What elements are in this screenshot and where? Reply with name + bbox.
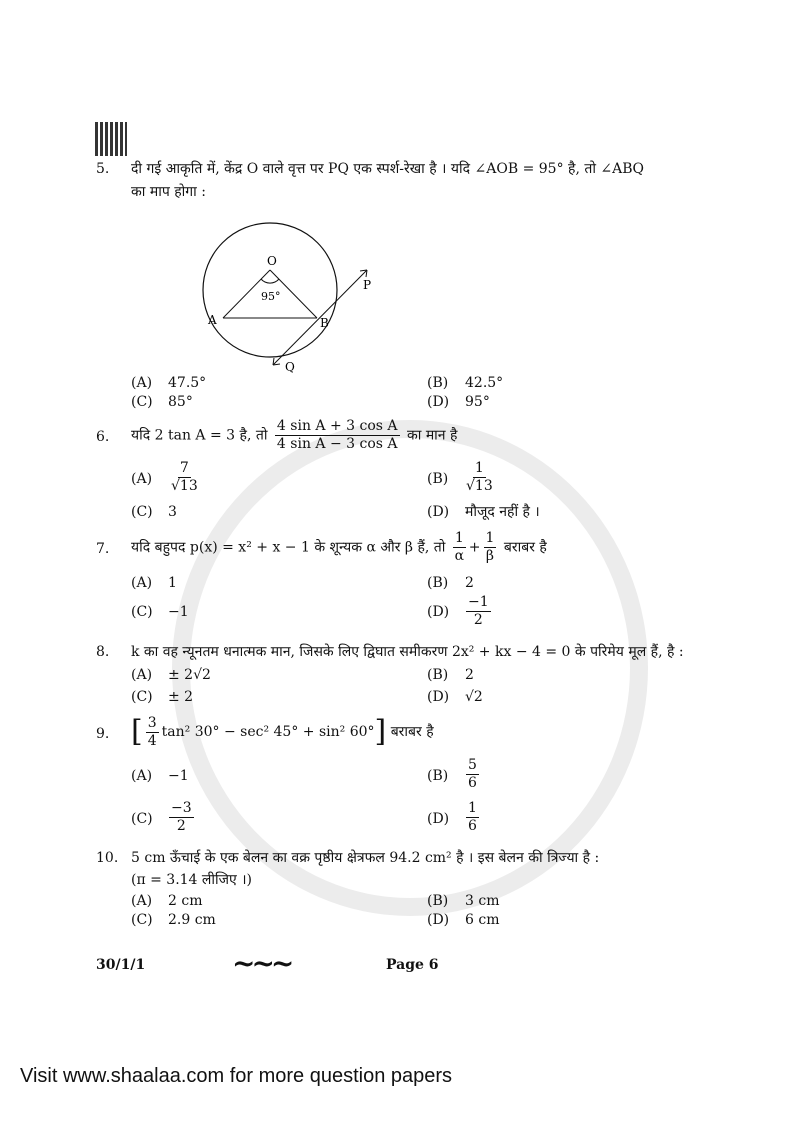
right-bracket: ]	[374, 714, 387, 749]
denominator: 6	[468, 818, 477, 834]
q5-text: दी गई आकृति में, केंद्र O वाले वृत्त पर PQ एक स्पर्श-रेखा है । यदि ∠AOB = 95° है, तो ∠ABQ	[131, 161, 645, 177]
q9-option-b	[463, 757, 482, 792]
option-label: (B)	[427, 893, 449, 909]
label-o: O	[267, 254, 277, 268]
label-angle: 95°	[261, 290, 281, 303]
numerator: 1	[454, 530, 464, 546]
q5-text-2: का माप होगा :	[131, 184, 206, 200]
option-label: (C)	[131, 604, 153, 620]
visit-link[interactable]: Visit www.shaalaa.com for more question papers	[20, 1065, 453, 1087]
denominator: 2	[176, 818, 186, 834]
q5-number: 5.	[96, 161, 110, 177]
option-label: (D)	[427, 394, 450, 410]
option-label: (D)	[427, 504, 450, 520]
q8-number: 8.	[96, 644, 110, 660]
q7-text	[131, 530, 547, 565]
q9-option-c	[166, 800, 197, 835]
numerator: −3	[171, 800, 192, 816]
qr-code-icon	[95, 122, 127, 156]
q10-text: 5 cm ऊँचाई के एक बेलन का वक्र पृष्ठीय क्षेत्रफल 94.2 cm² है । इस बेलन की त्रिज्या है :	[131, 850, 600, 866]
numerator: 7	[179, 460, 189, 476]
option-label: (B)	[427, 667, 449, 683]
q10-option-d: 6 cm	[465, 912, 500, 928]
q8-option-c: ± 2	[168, 689, 194, 705]
q8-text: k का वह न्यूनतम धनात्मक मान, जिसके लिए द्विघात समीकरण 2x² + kx − 4 = 0 के परिमेय मूल हैं, है :	[131, 644, 684, 660]
option-label: (C)	[131, 811, 153, 827]
paper-code: 30/1/1	[96, 957, 146, 973]
q8-option-d: √2	[465, 689, 483, 705]
q10-option-a: 2 cm	[168, 893, 203, 909]
page-number: Page 6	[386, 957, 439, 973]
numerator: 4 sin A + 3 cos A	[276, 418, 398, 434]
q9-number: 9.	[96, 726, 110, 742]
denominator: 6	[468, 775, 477, 791]
q6-option-b	[463, 460, 496, 495]
option-label: (B)	[427, 471, 449, 487]
option-label: (B)	[427, 375, 449, 391]
option-label: (C)	[131, 689, 153, 705]
numerator: 5	[468, 757, 477, 773]
q5-option-b: 42.5°	[465, 375, 504, 391]
wave-decoration: ~~~	[232, 947, 291, 980]
option-label: (D)	[427, 604, 450, 620]
label-q: Q	[285, 360, 295, 374]
q6-option-a	[168, 460, 201, 495]
watermark-circle	[172, 420, 648, 916]
option-label: (C)	[131, 394, 153, 410]
q10-option-c: 2.9 cm	[168, 912, 216, 928]
q9-text	[131, 714, 434, 750]
option-label: (D)	[427, 912, 450, 928]
denominator: 4 sin A − 3 cos A	[276, 436, 398, 452]
q7-option-a: 1	[168, 575, 177, 591]
q6-number: 6.	[96, 429, 110, 445]
q9-expression: tan² 30° − sec² 45° + sin² 60°	[161, 724, 375, 740]
q8-option-b: 2	[465, 667, 474, 683]
denominator: 4	[147, 732, 157, 749]
q9-option-a: −1	[168, 768, 189, 784]
option-label: (A)	[131, 893, 153, 909]
q7-option-c: −1	[168, 604, 189, 620]
plus: +	[468, 539, 481, 556]
q7-option-b: 2	[465, 575, 474, 591]
label-p: P	[363, 278, 372, 292]
q6-pre: यदि 2 tan A = 3 है, तो	[131, 427, 268, 444]
denominator: 2	[473, 612, 483, 628]
option-label: (D)	[427, 811, 450, 827]
numerator: 1	[468, 800, 477, 816]
q6-option-d: मौजूद नहीं है ।	[465, 504, 540, 520]
numerator: 1	[485, 530, 495, 546]
option-label: (A)	[131, 768, 153, 784]
option-label: (C)	[131, 504, 153, 520]
denominator: √13	[466, 478, 493, 494]
option-label: (C)	[131, 912, 153, 928]
option-label: (B)	[427, 575, 449, 591]
numerator: −1	[468, 594, 489, 610]
q5-option-c: 85°	[168, 394, 193, 410]
q10-text-2: (π = 3.14 लीजिए ।)	[131, 872, 253, 888]
q5-option-d: 95°	[465, 394, 490, 410]
option-label: (A)	[131, 471, 153, 487]
q9-option-d	[463, 800, 482, 835]
denominator: √13	[171, 478, 198, 494]
q7-pre: यदि बहुपद p(x) = x² + x − 1 के शून्यक α और β हैं, तो	[131, 539, 446, 556]
q10-number: 10.	[96, 850, 119, 866]
q6-fraction	[275, 418, 400, 453]
q7-post: बराबर है	[503, 539, 547, 556]
q6-text	[131, 418, 457, 453]
numerator: 3	[147, 714, 157, 731]
q8-option-a: ± 2√2	[168, 667, 211, 683]
option-label: (B)	[427, 768, 449, 784]
option-label: (A)	[131, 375, 153, 391]
label-a: A	[208, 313, 217, 327]
q5-option-a: 47.5°	[168, 375, 207, 391]
numerator: 1	[474, 460, 484, 476]
option-label: (A)	[131, 575, 153, 591]
q6-option-c: 3	[168, 504, 177, 520]
left-bracket: [	[131, 714, 143, 749]
q9-post: बराबर है	[390, 724, 434, 740]
denominator: α	[454, 548, 465, 564]
label-b: B	[320, 316, 329, 330]
q10-option-b: 3 cm	[465, 893, 500, 909]
circle-tangent-figure	[195, 215, 385, 380]
option-label: (A)	[131, 667, 153, 683]
option-label: (D)	[427, 689, 450, 705]
q7-number: 7.	[96, 541, 110, 557]
q6-post: का मान है	[406, 427, 458, 444]
denominator: β	[485, 548, 494, 564]
q7-option-d	[463, 594, 494, 629]
